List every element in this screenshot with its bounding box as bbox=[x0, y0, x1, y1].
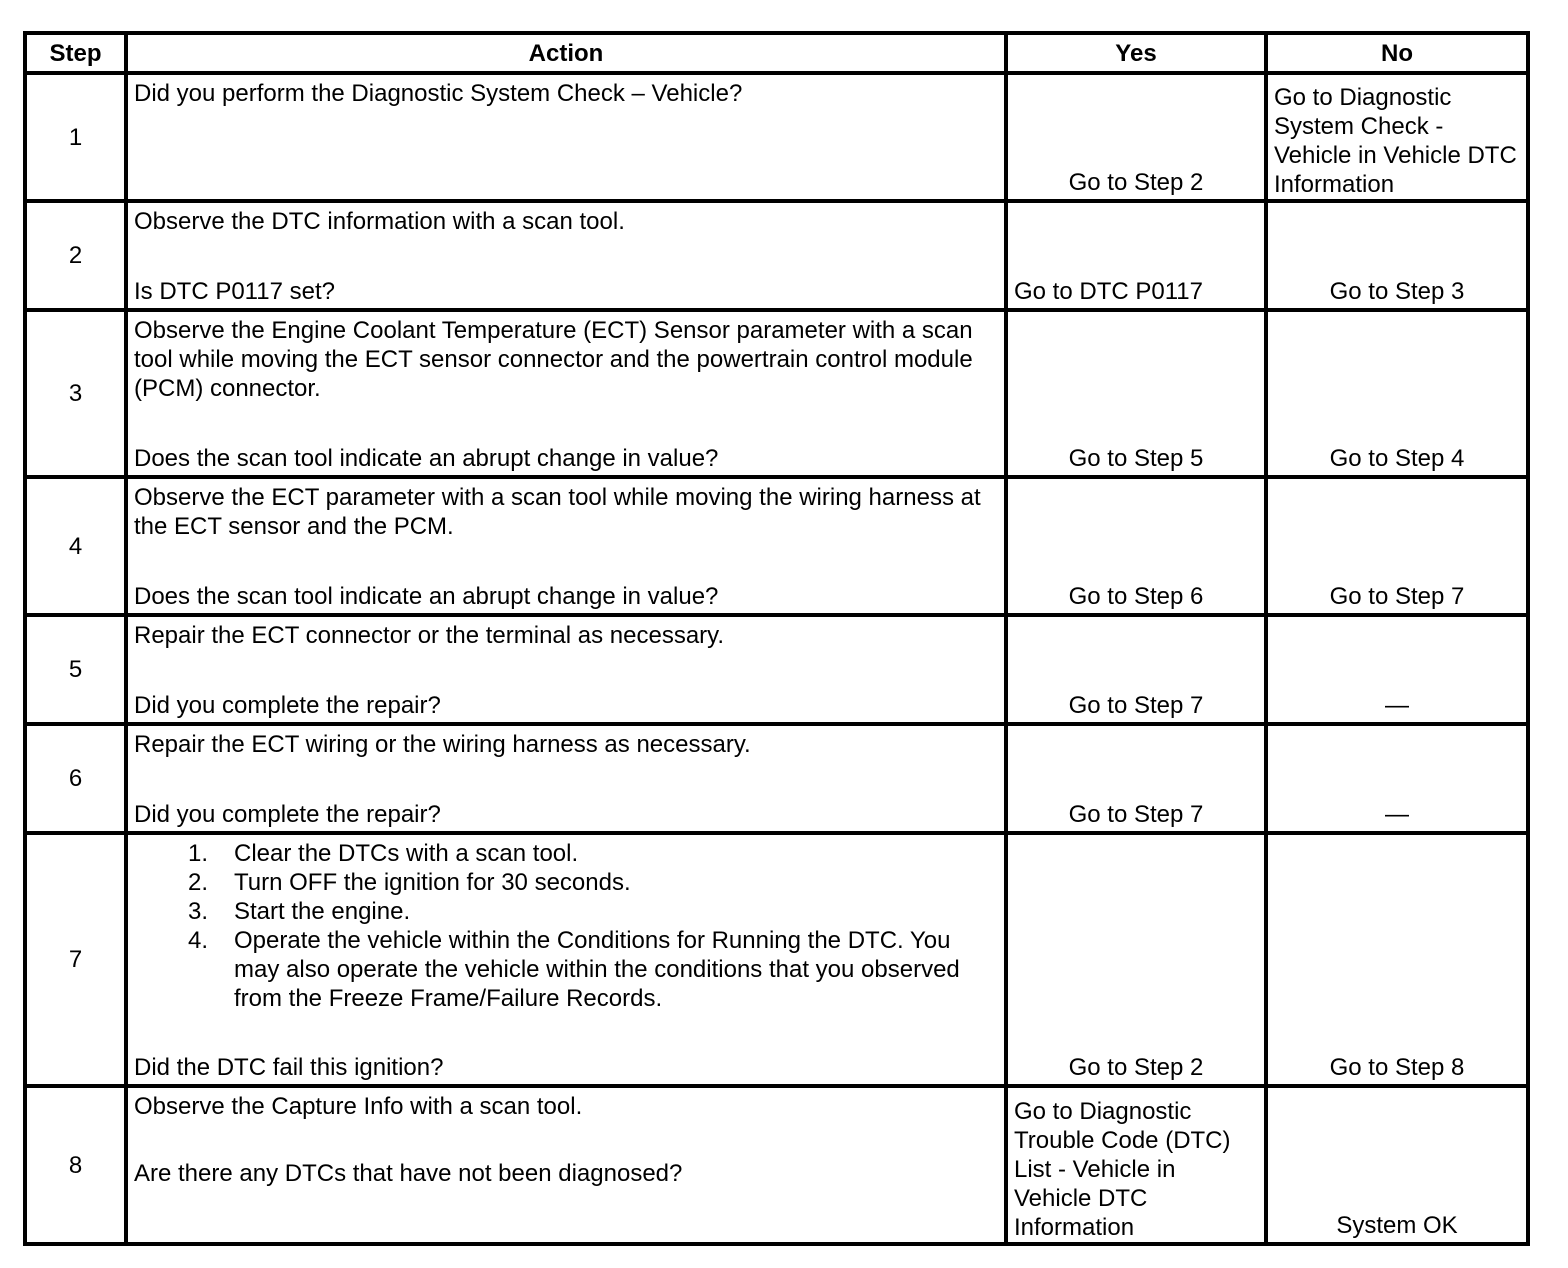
yes-cell bbox=[1006, 724, 1266, 833]
no-cell bbox=[1266, 1086, 1528, 1244]
table-row bbox=[25, 1086, 1528, 1244]
yes-text: Go to Step 7 bbox=[1068, 692, 1204, 719]
header-no: No bbox=[1266, 33, 1528, 73]
header-yes: Yes bbox=[1006, 33, 1266, 73]
header-action: Action bbox=[126, 33, 1006, 73]
table-row bbox=[25, 310, 1528, 477]
no-cell bbox=[1266, 310, 1528, 477]
list-item-number: 1. bbox=[188, 840, 209, 867]
yes-cell bbox=[1006, 477, 1266, 615]
yes-text: Go to Diagnostic Trouble Code (DTC) List - Vehicle in Vehicle DTC Information bbox=[1014, 1098, 1231, 1241]
no-text: Go to Step 8 bbox=[1329, 1054, 1465, 1081]
yes-cell bbox=[1006, 73, 1266, 201]
action-question: Are there any DTCs that have not been diagnosed? bbox=[134, 1160, 683, 1187]
step-number: 5 bbox=[25, 615, 126, 724]
list-item-number: 3. bbox=[188, 898, 209, 925]
yes-cell bbox=[1006, 310, 1266, 477]
action-cell bbox=[126, 477, 1006, 615]
step-number: 6 bbox=[25, 724, 126, 833]
step-number: 7 bbox=[25, 833, 126, 1086]
yes-text: Go to Step 7 bbox=[1068, 801, 1204, 828]
action-cell bbox=[126, 833, 1006, 1086]
action-cell bbox=[126, 73, 1006, 201]
list-item-text: Start the engine. bbox=[234, 898, 411, 925]
action-cell bbox=[126, 310, 1006, 477]
table-row bbox=[25, 201, 1528, 310]
yes-cell bbox=[1006, 201, 1266, 310]
no-cell bbox=[1266, 201, 1528, 310]
yes-text: Go to DTC P0117 bbox=[1014, 278, 1203, 305]
no-text: — bbox=[1385, 692, 1409, 719]
action-text: Observe the DTC information with a scan tool. bbox=[134, 208, 625, 235]
list-item bbox=[188, 868, 998, 897]
action-cell bbox=[126, 1086, 1006, 1244]
header-step: Step bbox=[25, 33, 126, 73]
no-text: — bbox=[1385, 801, 1409, 828]
action-question: Did the DTC fail this ignition? bbox=[134, 1054, 444, 1081]
action-text: Repair the ECT connector or the terminal as necessary. bbox=[134, 622, 725, 649]
yes-cell bbox=[1006, 833, 1266, 1086]
list-item-number: 4. bbox=[188, 927, 209, 954]
step-number: 4 bbox=[25, 477, 126, 615]
list-item bbox=[188, 897, 998, 926]
action-question: Is DTC P0117 set? bbox=[134, 278, 335, 305]
list-item-text: Operate the vehicle within the Conditions for Running the DTC. You may also operate the vehicle within the conditions that you observed from the Freeze Frame/Failure Records. bbox=[234, 927, 960, 1012]
yes-text: Go to Step 6 bbox=[1068, 583, 1204, 610]
header-row bbox=[25, 33, 1528, 73]
step-number: 2 bbox=[25, 201, 126, 310]
table-row bbox=[25, 724, 1528, 833]
no-cell bbox=[1266, 724, 1528, 833]
table-row bbox=[25, 615, 1528, 724]
yes-text: Go to Step 2 bbox=[1068, 1054, 1204, 1081]
table-row bbox=[25, 477, 1528, 615]
no-text: Go to Diagnostic System Check - Vehicle in Vehicle DTC Information bbox=[1274, 84, 1517, 198]
list-item-text: Clear the DTCs with a scan tool. bbox=[234, 840, 579, 867]
yes-text: Go to Step 5 bbox=[1068, 445, 1204, 472]
list-item bbox=[188, 926, 998, 1013]
action-question: Did you complete the repair? bbox=[134, 801, 441, 828]
action-steps-list bbox=[134, 835, 998, 1013]
no-text: System OK bbox=[1336, 1212, 1458, 1239]
yes-text: Go to Step 2 bbox=[1068, 169, 1204, 196]
action-cell bbox=[126, 201, 1006, 310]
list-item-number: 2. bbox=[188, 869, 209, 896]
no-text: Go to Step 7 bbox=[1329, 583, 1465, 610]
action-question: Does the scan tool indicate an abrupt change in value? bbox=[134, 583, 719, 610]
list-item-text: Turn OFF the ignition for 30 seconds. bbox=[234, 869, 631, 896]
action-text: Did you perform the Diagnostic System Check – Vehicle? bbox=[134, 80, 743, 107]
no-cell bbox=[1266, 73, 1528, 201]
list-item bbox=[188, 839, 998, 868]
action-text: Observe the Engine Coolant Temperature (ECT) Sensor parameter with a scan tool while moving the ECT sensor connector and the powertrain control module (PCM) connector. bbox=[134, 317, 973, 402]
no-text: Go to Step 4 bbox=[1329, 445, 1465, 472]
table-row bbox=[25, 833, 1528, 1086]
action-text: Observe the ECT parameter with a scan tool while moving the wiring harness at the ECT sensor and the PCM. bbox=[134, 484, 981, 540]
yes-cell bbox=[1006, 1086, 1266, 1244]
no-text: Go to Step 3 bbox=[1329, 278, 1465, 305]
no-cell bbox=[1266, 833, 1528, 1086]
action-text: Repair the ECT wiring or the wiring harness as necessary. bbox=[134, 731, 751, 758]
action-question: Does the scan tool indicate an abrupt change in value? bbox=[134, 445, 719, 472]
action-cell bbox=[126, 724, 1006, 833]
action-cell bbox=[126, 615, 1006, 724]
yes-cell bbox=[1006, 615, 1266, 724]
no-cell bbox=[1266, 477, 1528, 615]
step-number: 8 bbox=[25, 1086, 126, 1244]
step-number: 3 bbox=[25, 310, 126, 477]
step-number: 1 bbox=[25, 73, 126, 201]
table-row bbox=[25, 73, 1528, 201]
no-cell bbox=[1266, 615, 1528, 724]
action-question: Did you complete the repair? bbox=[134, 692, 441, 719]
action-text: Observe the Capture Info with a scan tool. bbox=[134, 1093, 583, 1120]
diagnostic-table bbox=[23, 31, 1530, 1246]
